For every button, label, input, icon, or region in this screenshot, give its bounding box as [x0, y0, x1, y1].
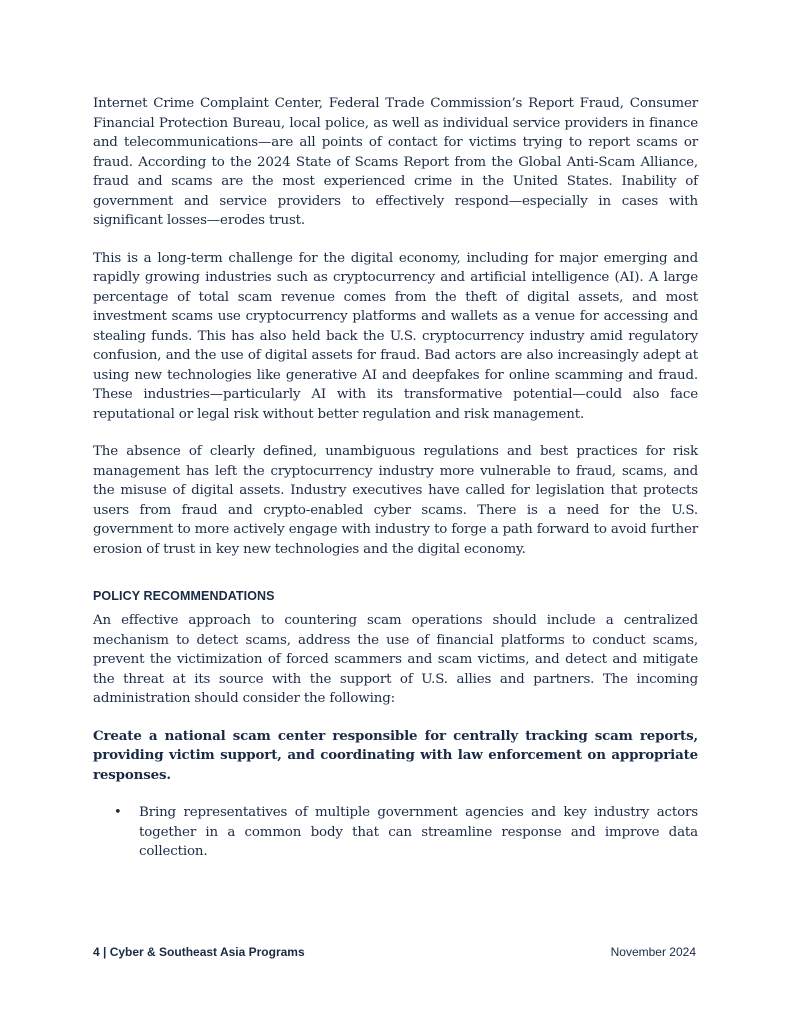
paragraph-2: This is a long-term challenge for the digital economy, including for major emerging and rapidly growing industries such as cryptocurrency and artificial intelligence (AI). A large percentage of total scam revenue comes from the theft of digital assets, and most investment scams use cryptocurrency platforms and wallets as a venue for accessing and stealing funds. This has also held back the U.S. cryptocurrency industry amid regulatory confusion, and the use of digital assets for fraud. Bad actors are also increasingly adept at using new technologies like generative AI and deepfakes for online scamming and fraud. These industries—particularly AI with its transformative potential—could also face reputational or legal risk without better regulation and risk management.: [93, 250, 698, 422]
document-body: [93, 94, 698, 862]
recommendation-heading: Create a national scam center responsible for centrally tracking scam reports, providing victim support, and coordinating with law enforcement on appropriate responses.: [93, 727, 698, 783]
page-footer: [93, 945, 696, 959]
paragraph-1: Internet Crime Complaint Center, Federal Trade Commission’s Report Fraud, Consumer Financial Protection Bureau, local police, as well as individual service providers in finance and telecommunications—are all points of contact for victims trying to report scams or fraud. According to the 2024 State of Scams Report from the Global Anti-Scam Alliance, fraud and scams are the most experienced crime in the United States. Inability of government and service providers to effectively respond—especially in cases with significant losses—erodes trust.: [93, 96, 698, 228]
list-item-text: Bring representatives of multiple government agencies and key industry actors together in a common body that can streamline response and improve data collection.: [139, 805, 698, 859]
section-intro: An effective approach to countering scam operations should include a centralized mechanism to detect scams, address the use of financial platforms to conduct scams, prevent the victimization of forced scammers and scam victims, and detect and mitigate the threat at its source with the support of U.S. allies and partners. The incoming administration should consider the following:: [93, 613, 698, 706]
bullet-list: [93, 803, 698, 862]
paragraph-3: The absence of clearly defined, unambiguous regulations and best practices for risk management has left the cryptocurrency industry more vulnerable to fraud, scams, and the misuse of digital assets. Industry executives have called for legislation that protects users from fraud and crypto-enabled cyber scams. There is a need for the U.S. government to more actively engage with industry to forge a path forward to avoid further erosion of trust in key new technologies and the digital economy.: [93, 444, 698, 557]
list-item: [93, 803, 698, 862]
footer-date: November 2024: [610, 945, 696, 959]
section-heading: POLICY RECOMMENDATIONS: [93, 589, 275, 603]
bullet-icon: •: [114, 805, 122, 820]
footer-page-program: 4 | Cyber & Southeast Asia Programs: [93, 945, 305, 959]
